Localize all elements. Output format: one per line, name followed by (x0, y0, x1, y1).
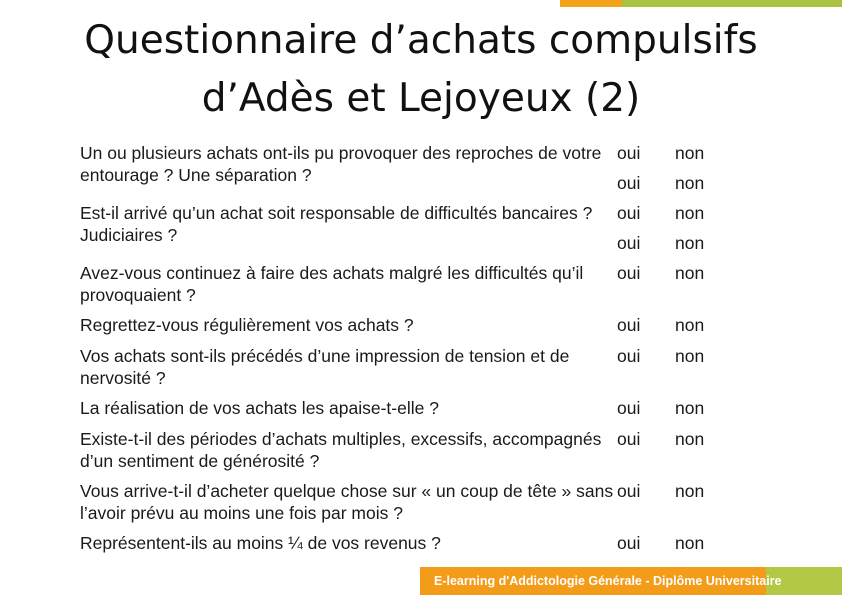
answer-oui: oui (617, 533, 641, 553)
answer-oui: oui (617, 203, 641, 223)
answer-non: non (675, 533, 705, 553)
question-row-10 (80, 480, 760, 532)
answer-oui: oui (617, 233, 641, 253)
answer-non: non (675, 315, 705, 335)
question-text: Représentent-ils au moins ¼ de vos revenus ? (80, 533, 441, 553)
question-row-3 (80, 202, 760, 245)
answer-non: non (675, 398, 705, 418)
question-text: Est-il arrivé qu’un achat soit responsable de difficultés bancaires ? Judiciaires ? (80, 203, 593, 245)
slide-title (0, 12, 842, 128)
answer-non: non (675, 346, 705, 366)
question-row-6 (80, 314, 760, 345)
questionnaire-table (80, 142, 760, 560)
title-line-2: d’Adès et Lejoyeux (2) (201, 76, 641, 121)
answer-oui: oui (617, 143, 641, 163)
answer-non: non (675, 143, 705, 163)
answer-oui: oui (617, 315, 641, 335)
answer-non: non (675, 429, 705, 449)
answer-oui: oui (617, 346, 641, 366)
answer-non: non (675, 203, 705, 223)
answer-oui: oui (617, 481, 641, 501)
question-row-11 (80, 532, 760, 560)
question-text: La réalisation de vos achats les apaise-t-elle ? (80, 398, 439, 418)
title-line-1: Questionnaire d’achats compulsifs (84, 18, 758, 63)
top-accent-bar (560, 0, 842, 7)
answer-non: non (675, 173, 705, 193)
answer-non: non (675, 481, 705, 501)
question-row-5 (80, 262, 760, 314)
question-text: Vos achats sont-ils précédés d’une impression de tension et de nervosité ? (80, 346, 570, 388)
answer-oui: oui (617, 263, 641, 283)
footer-text: E-learning d'Addictologie Générale - Diplôme Universitaire (434, 574, 782, 588)
answer-oui: oui (617, 173, 641, 193)
question-row-9 (80, 428, 760, 480)
answer-non: non (675, 233, 705, 253)
question-text: Un ou plusieurs achats ont-ils pu provoquer des reproches de votre entourage ? Une séparation ? (80, 143, 602, 185)
answer-non: non (675, 263, 705, 283)
question-row-8 (80, 397, 760, 428)
question-text: Avez-vous continuez à faire des achats malgré les difficultés qu’il provoquaient ? (80, 263, 584, 305)
question-text: Vous arrive-t-il d’acheter quelque chose sur « un coup de tête » sans l’avoir prévu au moins une fois par mois ? (80, 481, 614, 523)
answer-oui: oui (617, 398, 641, 418)
question-text: Existe-t-il des périodes d’achats multiples, excessifs, accompagnés d’un sentiment de générosité ? (80, 429, 602, 471)
footer-banner (420, 567, 842, 595)
question-text: Regrettez-vous régulièrement vos achats ? (80, 315, 414, 335)
question-row-1 (80, 142, 760, 185)
answer-oui: oui (617, 429, 641, 449)
question-row-7 (80, 345, 760, 397)
